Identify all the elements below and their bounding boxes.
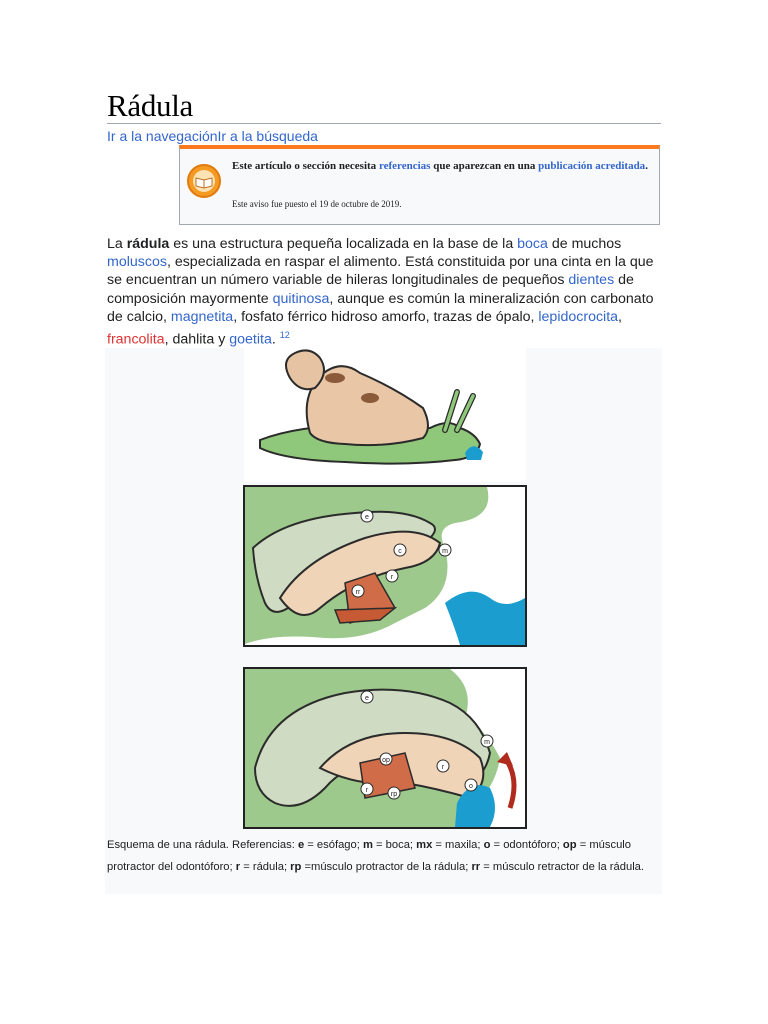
link-lepidocrocita[interactable]: lepidocrocita [538, 308, 619, 325]
diagram-label-m: m [484, 739, 490, 746]
bold-term-radula: rádula [126, 236, 170, 252]
link-quitinosa[interactable]: quitinosa [272, 290, 330, 307]
radula-cross-section-1 [244, 486, 526, 646]
citation-notice-box [179, 145, 660, 225]
diagram-label-m: m [442, 548, 448, 555]
diagram-label-e: e [365, 514, 369, 521]
radula-diagram[interactable] [105, 348, 662, 894]
diagram-label-op: op [382, 757, 390, 764]
link-magnetita[interactable]: magnetita [170, 308, 234, 325]
radula-cross-section-2 [244, 668, 526, 828]
link-boca[interactable]: boca [517, 236, 548, 252]
reliable-publication-link[interactable]: publicación acreditada [538, 160, 646, 172]
link-francolita[interactable]: francolita [107, 331, 165, 348]
diagram-label-c: c [398, 548, 402, 555]
diagram-label-r: r [441, 764, 445, 771]
snail-illustration [244, 348, 526, 482]
diagram-label-rp: rp [390, 791, 398, 798]
diagram-label-o: o [469, 783, 473, 790]
diagram-label-r: r [390, 574, 394, 581]
reference-superscript[interactable]: 12 [279, 330, 290, 341]
link-goetita[interactable]: goetita [229, 331, 272, 348]
jump-to-navigation-link[interactable]: Ir a la navegación [107, 128, 218, 144]
radula-figure [105, 348, 662, 894]
link-dientes[interactable]: dientes [568, 272, 615, 289]
title-divider [107, 123, 661, 124]
jump-to-search-link[interactable]: Ir a la búsqueda [217, 128, 318, 144]
book-icon [186, 163, 222, 199]
notice-message: Este artículo o sección necesita referencias que aparezcan en una publicación acreditada. [232, 160, 648, 172]
references-link[interactable]: referencias [378, 160, 431, 172]
diagram-label-e: e [365, 695, 369, 702]
jump-links [107, 128, 318, 144]
diagram-label-rr: rr [355, 589, 361, 596]
link-moluscos[interactable]: moluscos [107, 254, 167, 271]
diagram-label-r: r [365, 787, 369, 794]
page-title: Rádula [107, 88, 194, 123]
figure-caption: Esquema de una rádula. Referencias: e = esófago; m = boca; mx = maxila; o = odontóforo; op = músculo protractor del odontóforo; r = rádula; rp =músculo protractor de la rádula; rr = músculo retractor de la rádula. [107, 839, 645, 873]
intro-paragraph: La rádula es una estructura pequeña localizada en la base de la boca de muchos moluscos, especializada en raspar el alimento. Está constituida por una cinta en la que se encuentran un número variable de hileras longitudinales de pequeños dientes de composición mayormente quitinosa, aunque es común la mineralización con carbonato de calcio, magnetita, fosfato férrico hidroso amorfo, trazas de ópalo, lepidocrocita, francolita, dahlita y goetita. $^{12}$ [107, 236, 654, 348]
notice-date: Este aviso fue puesto el 19 de octubre de 2019. [232, 199, 402, 209]
